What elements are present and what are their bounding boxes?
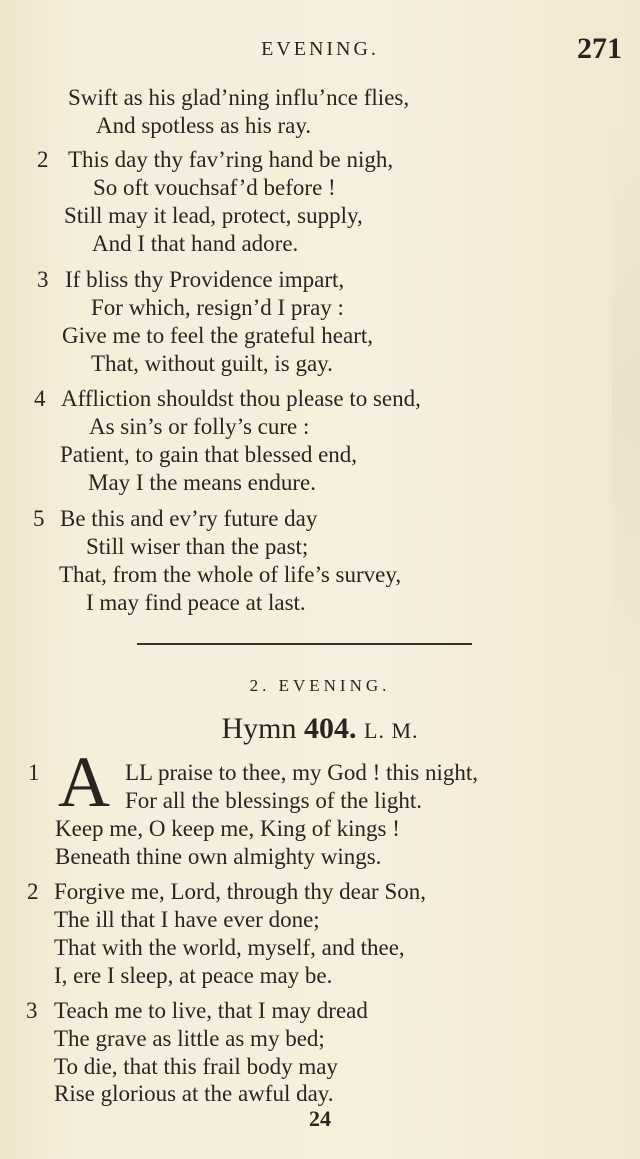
verse-line: So oft vouchsaf’d before ! [93,175,336,200]
verse-line: As sin’s or folly’s cure : [89,414,310,439]
verse-line: Patient, to gain that blessed end, [60,442,358,467]
verse-line: And spotless as his ray. [96,113,312,138]
verse-line: And I that hand adore. [92,231,299,256]
verse-line: Keep me, O keep me, King of kings ! [55,816,400,841]
verse-line: Give me to feel the grateful heart, [62,323,373,348]
verse-line: Rise glorious at the awful day. [54,1081,334,1106]
running-header: EVENING. [261,38,379,60]
page-number: 271 [577,32,622,65]
stanza-number: 5 [33,506,45,531]
stanza-number: 3 [37,267,49,292]
hymn-title [0,712,640,746]
signature-mark: 24 [309,1106,331,1131]
verse-line: To die, that this frail body may [54,1054,338,1079]
stanza-number: 2 [27,879,39,904]
verse-line: The ill that I have ever done; [54,907,320,932]
section-subheading: 2. EVENING. [249,676,391,695]
verse-line: LL praise to thee, my God ! this night, [125,760,479,785]
verse-line: Beneath thine own almighty wings. [55,844,382,869]
verse-line: Forgive me, Lord, through thy dear Son, [54,879,426,904]
verse-line: Affliction shouldst thou please to send, [61,386,421,411]
hymn-title-word: Hymn [221,712,297,745]
hymn-number: 404. [304,712,357,745]
hymn-meter: L. M. [364,718,419,743]
verse-line: That, from the whole of life’s survey, [59,562,402,587]
bleed-through-shadow [612,120,640,680]
verse-line: For which, resign’d I pray : [91,295,344,320]
verse-line: That with the world, myself, and thee, [54,935,405,960]
verse-line: That, without guilt, is gay. [91,351,333,376]
drop-cap: A [58,742,110,822]
verse-line: Teach me to live, that I may dread [54,998,368,1023]
stanza-number: 1 [28,760,40,785]
verse-line: I may find peace at last. [86,590,306,615]
verse-line: Be this and ev’ry future day [60,506,318,531]
verse-line: I, ere I sleep, at peace may be. [54,963,333,988]
verse-line: Swift as his glad’ning influ’nce flies, [68,85,410,110]
verse-line: This day thy fav’ring hand be nigh, [68,147,394,172]
verse-line: If bliss thy Providence impart, [65,267,345,292]
verse-line: Still may it lead, protect, supply, [64,203,363,228]
verse-line: For all the blessings of the light. [125,788,423,813]
stanza-number: 3 [26,998,38,1023]
stanza-number: 4 [34,386,46,411]
verse-line: The grave as little as my bed; [54,1026,325,1051]
verse-line: Still wiser than the past; [86,534,309,559]
stanza-number: 2 [37,147,49,172]
section-divider [137,643,472,645]
verse-line: May I the means endure. [88,470,317,495]
